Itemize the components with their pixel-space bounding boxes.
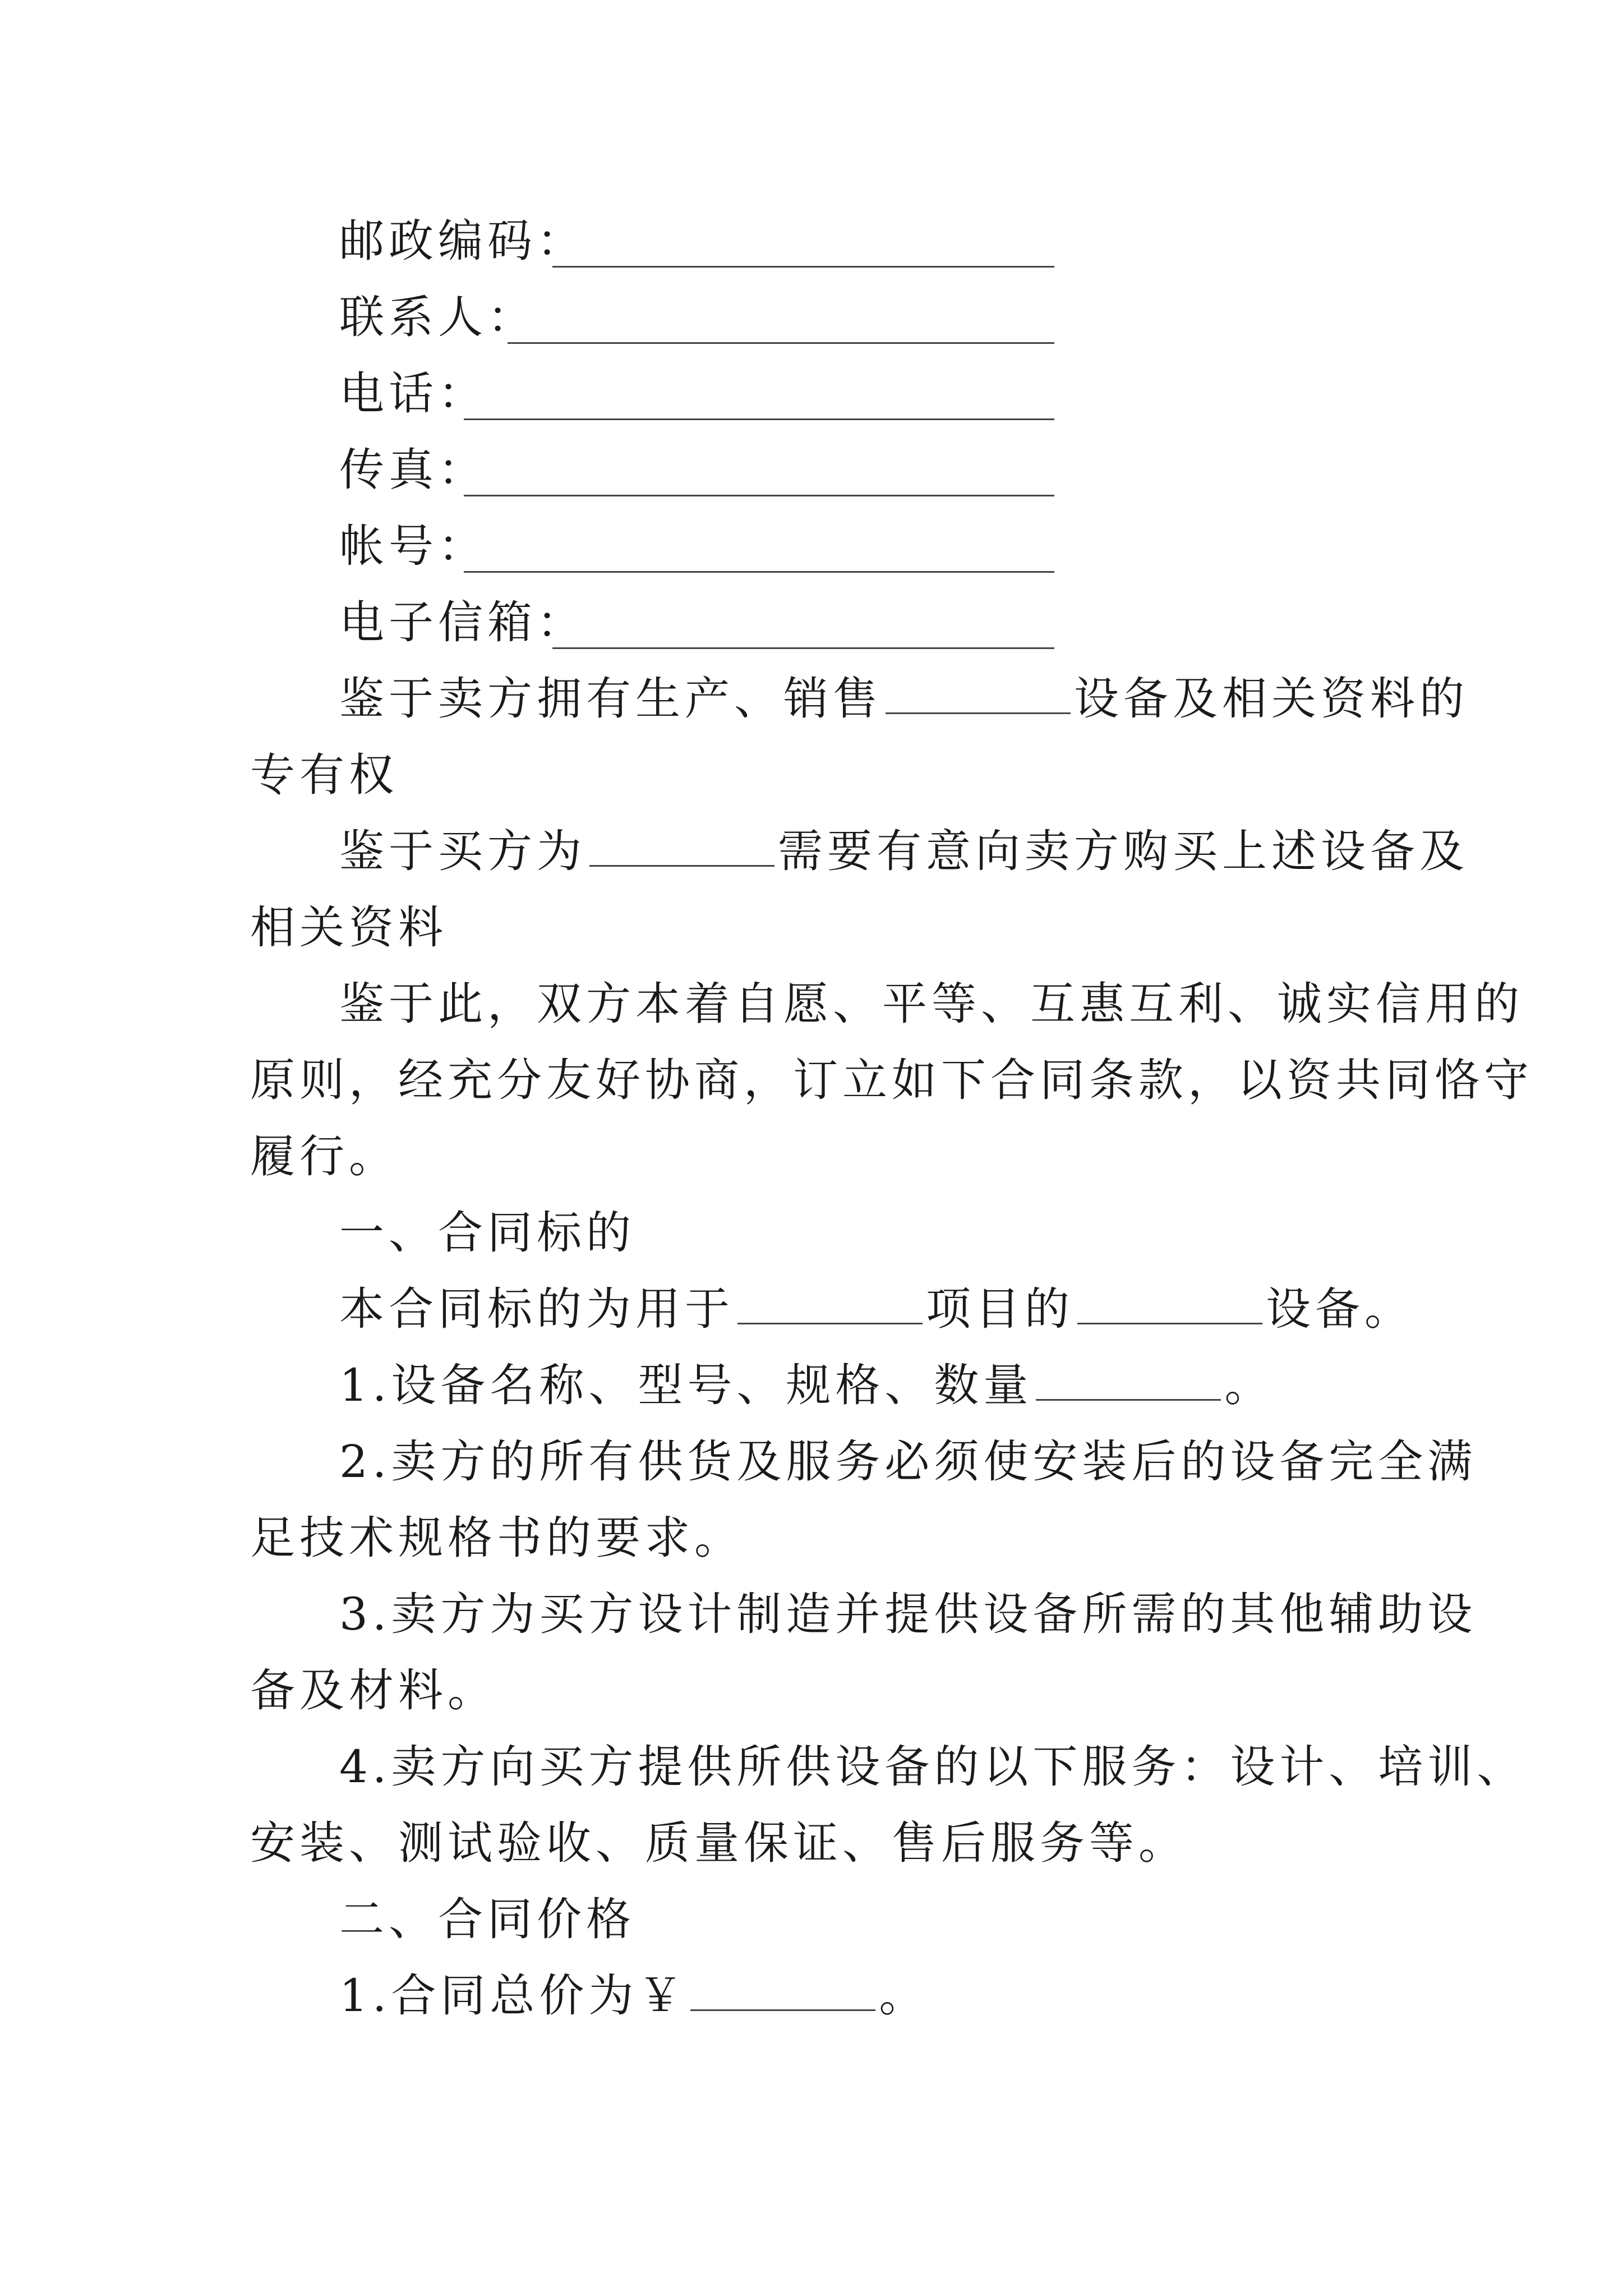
account-label: 帐号： [339, 520, 487, 572]
item-2-line-2: 足技术规格书的要求。 [250, 1512, 744, 1564]
item-3-line-1: 3.卖方为买方设计制造并提供设备所需的其他辅助设 [339, 1588, 1477, 1640]
item-2-line-1: 2.卖方的所有供货及服务必须使安装后的设备完全满 [339, 1435, 1477, 1488]
recital-2-line-2: 相关资料 [250, 901, 448, 954]
recital-3-line-1: 鉴于此，双方本着自愿、平等、互惠互利、诚实信用的 [339, 978, 1524, 1030]
email-blank[interactable] [552, 608, 1054, 649]
item-1-equipment-spec: 1.设备名称、型号、规格、数量 。 [339, 1359, 1274, 1411]
total-price-blank[interactable] [690, 1970, 875, 2011]
item-4-line-1: 4.卖方向买方提供所供设备的以下服务：设计、培训、 [339, 1741, 1527, 1793]
project-blank[interactable] [737, 1283, 923, 1324]
account-field [339, 518, 1068, 574]
equipment-spec-blank[interactable] [1036, 1360, 1221, 1401]
item-3-line-2: 备及材料。 [250, 1664, 497, 1717]
phone-blank[interactable] [464, 379, 1054, 420]
contact-person-field [339, 289, 1068, 346]
account-blank[interactable] [464, 532, 1054, 573]
recital-1-line-2: 专有权 [250, 749, 398, 801]
recital-3-line-3: 履行。 [250, 1130, 398, 1182]
phone-field [339, 366, 1068, 422]
recital-1-line-1: 鉴于卖方拥有生产、销售 设备及相关资料的 [339, 673, 1469, 725]
purpose-blank[interactable] [589, 826, 774, 867]
postal-code-field [339, 213, 1068, 269]
section-1-heading: 一、合同标的 [339, 1207, 635, 1259]
postal-code-label: 邮政编码： [339, 215, 586, 267]
product-blank[interactable] [886, 673, 1071, 714]
item-4-line-2: 安装、测试验收、质量保证、售后服务等。 [250, 1817, 1188, 1869]
phone-label: 电话： [339, 367, 487, 420]
fax-blank[interactable] [464, 455, 1054, 496]
fax-field [339, 442, 1068, 498]
email-label: 电子信箱： [339, 596, 586, 648]
contract-subject-line: 本合同标的为用于 项目的 设备。 [339, 1283, 1414, 1335]
section-2-heading: 二、合同价格 [339, 1893, 635, 1945]
recital-2-line-1: 鉴于买方为 需要有意向卖方购买上述设备及 [339, 825, 1469, 877]
contact-person-label: 联系人： [339, 291, 537, 343]
postal-code-blank[interactable] [552, 227, 1054, 268]
recital-3-line-2: 原则，经充分友好协商，订立如下合同条款，以资共同恪守 [250, 1054, 1533, 1106]
total-price-line: 1.合同总价为￥ 。 [339, 1970, 929, 2022]
email-field [339, 595, 1068, 651]
fax-label: 传真： [339, 444, 487, 496]
contact-person-blank[interactable] [508, 303, 1054, 344]
equipment-blank[interactable] [1077, 1283, 1262, 1324]
